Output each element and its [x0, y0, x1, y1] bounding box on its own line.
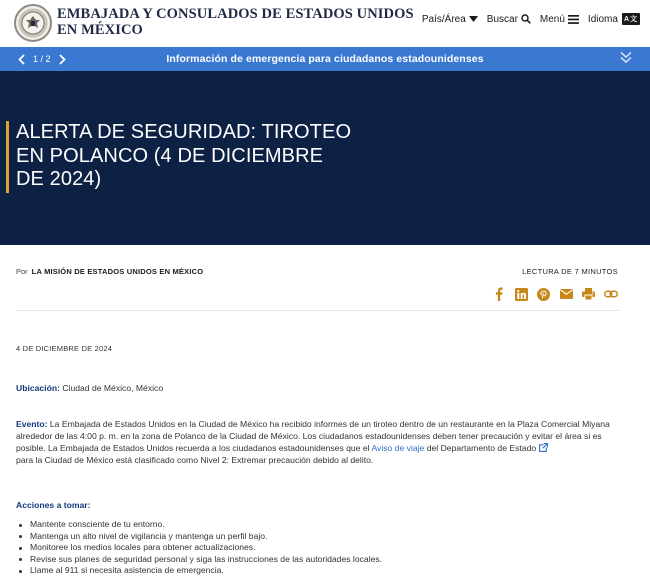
- site-title-line2[interactable]: EN MÉXICO: [57, 22, 143, 38]
- search-icon: [521, 14, 531, 24]
- event-text-3: para la Ciudad de México está clasificado como Nivel 2: Extremar precaución debido al delito.: [16, 455, 374, 465]
- translate-icon: A文: [622, 13, 640, 25]
- menu-label: Menú: [539, 13, 565, 25]
- article-title: ALERTA DE SEGURIDAD: TIROTEO EN POLANCO (4 DE DICIEMBRE DE 2024): [16, 121, 352, 190]
- list-item: Revise sus planes de seguridad personal y siga las instrucciones de las autoridades locales.: [16, 554, 620, 566]
- meta-divider: [16, 310, 620, 311]
- list-item: Llame al 911 si necesita asistencia de emergencia.: [16, 565, 620, 577]
- alert-message-link[interactable]: Información de emergencia para ciudadanos estadounidenses: [166, 53, 484, 65]
- location-line: [16, 383, 163, 393]
- actions-list: [16, 519, 620, 577]
- top-nav: [413, 13, 640, 25]
- share-facebook-button[interactable]: [492, 287, 506, 301]
- copy-link-icon: [604, 288, 618, 300]
- print-icon: [582, 288, 595, 300]
- location-value: Ciudad de México, México: [62, 383, 164, 393]
- copy-link-button[interactable]: [604, 287, 618, 301]
- event-paragraph: [16, 418, 620, 466]
- embassy-seal-logo[interactable]: [14, 4, 52, 42]
- article-date: 4 DE DICIEMBRE DE 2024: [16, 344, 113, 353]
- pinterest-icon: [537, 288, 550, 301]
- read-time: LECTURA DE 7 MINUTOS: [522, 267, 618, 276]
- search-button[interactable]: [487, 14, 531, 25]
- site-title-line1[interactable]: EMBAJADA Y CONSULADOS DE ESTADOS UNIDOS: [57, 6, 414, 22]
- linkedin-icon: [515, 288, 528, 301]
- list-item: Mantente consciente de tu entorno.: [16, 519, 620, 531]
- print-button[interactable]: [582, 287, 596, 301]
- share-pinterest-button[interactable]: [537, 287, 551, 301]
- byline-prefix: Por: [16, 267, 28, 276]
- emergency-alert-bar: [0, 47, 650, 71]
- event-text-2: del Departamento de Estado: [426, 443, 537, 453]
- email-icon: [560, 289, 573, 299]
- site-title[interactable]: [57, 6, 414, 38]
- list-item: Monitoree los medios locales para obtener actualizaciones.: [16, 542, 620, 554]
- travel-advisory-link[interactable]: Aviso de viaje: [371, 443, 425, 453]
- article-hero: [0, 71, 650, 245]
- event-text-1: La Embajada de Estados Unidos en la Ciudad de México ha recibido informes de un tiroteo dentro de un restaurante en la Plaza Comercial Miyana alrededor de las 4:00 p. m. en la zona de Polanco de la Ciudad de México. Los ciudadanos estadounidenses deben tener precaución y evitar el área si es posible. La Embajada de Estados Unidos recuerda a los ciudadanos estadounidenses que el: [16, 419, 610, 453]
- expand-alert-button[interactable]: [620, 51, 632, 69]
- external-link-icon[interactable]: [539, 443, 548, 452]
- hamburger-icon: [568, 15, 579, 24]
- share-linkedin-button[interactable]: [514, 287, 528, 301]
- list-item: Mantenga un alto nivel de vigilancia y mantenga un perfil bajo.: [16, 531, 620, 543]
- share-toolbar: [483, 287, 618, 301]
- share-email-button[interactable]: [559, 287, 573, 301]
- event-label: Evento:: [16, 419, 48, 429]
- hero-accent-bar: [6, 121, 9, 193]
- location-label: Ubicación:: [16, 383, 60, 393]
- country-selector[interactable]: [422, 14, 478, 25]
- country-selector-label: País/Área: [421, 13, 466, 25]
- alert-page-count: 1 / 2: [33, 54, 51, 64]
- caret-down-icon: [469, 16, 478, 22]
- site-header: [0, 0, 650, 47]
- byline-author: LA MISIÓN DE ESTADOS UNIDOS EN MÉXICO: [31, 267, 204, 276]
- byline: [16, 267, 203, 276]
- actions-title: Acciones a tomar:: [16, 500, 91, 510]
- double-chevron-down-icon: [620, 51, 632, 64]
- menu-button[interactable]: [540, 14, 579, 25]
- language-label: Idioma: [587, 13, 618, 25]
- facebook-icon: [495, 287, 503, 301]
- search-label: Buscar: [486, 13, 518, 25]
- language-selector[interactable]: [588, 13, 640, 25]
